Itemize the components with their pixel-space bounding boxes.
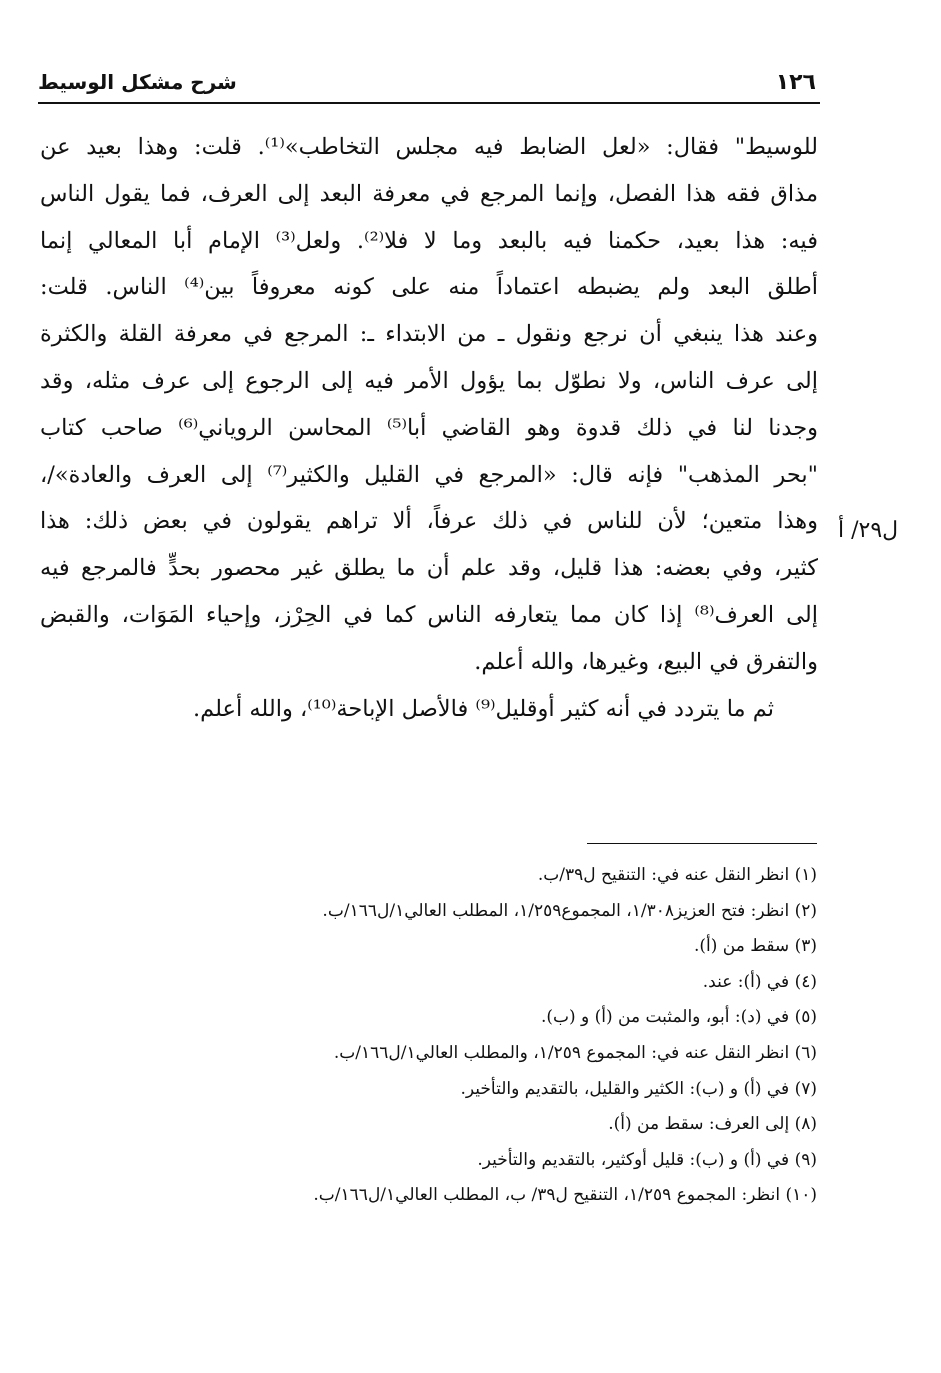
running-header	[38, 62, 820, 104]
text-line: فيه: هذا بعيد، حكمنا فيه بالبعد وما لا فلا⁽²⁾. ولعل⁽³⁾ الإمام أبا المعالي إنما	[40, 227, 818, 254]
text-line: "بحر المذهب" فإنه قال: «المرجع في القليل والكثير⁽⁷⁾ إلى العرف والعادة»/،	[40, 461, 818, 488]
footnote: (١٠) انظر: المجموع ١/٢٥٩، التنقيح ل٣٩/ ب، المطلب العالي١/ل١٦٦/ب.	[313, 1185, 817, 1206]
text-line: والتفرق في البيع، وغيرها، والله أعلم.	[474, 648, 818, 675]
footnote: (٣) سقط من (أ).	[693, 936, 817, 957]
text-line: أطلق البعد ولم يضبطه اعتماداً منه على كونه معروفاً بين⁽⁴⁾ الناس. قلت:	[40, 274, 818, 301]
book-title: شرح مشكل الوسيط	[38, 70, 237, 94]
text-line: وهذا متعين؛ لأن للناس في ذلك عرفاً، ألا تراهم يقولون في بعض ذلك: هذا	[40, 508, 818, 535]
main-text	[40, 124, 818, 732]
text-line: وجدنا لنا في ذلك قدوة وهو القاضي أبا⁽⁵⁾ المحاسن الروياني⁽⁶⁾ صاحب كتاب	[40, 414, 818, 441]
text-line: إلى عرف الناس، ولا نطوّل بما يؤول الأمر فيه إلى الرجوع إلى عرف مثله، وقد	[40, 367, 818, 394]
footnote: (١) انظر النقل عنه في: التنقيح ل٣٩/ب.	[537, 865, 817, 885]
manuscript-folio-reference: ل٢٩/ أ	[838, 518, 899, 543]
footnote: (٦) انظر النقل عنه في: المجموع ١/٢٥٩، والمطلب العالي١/ل١٦٦/ب.	[333, 1042, 817, 1063]
footnote: (٩) في (أ) و (ب): قليل أوكثير، بالتقديم والتأخير.	[477, 1149, 817, 1170]
footnote: (٧) في (أ) و (ب): الكثير والقليل، بالتقديم والتأخير.	[460, 1078, 817, 1099]
footnote: (٢) انظر: فتح العزيز١/٣٠٨، المجموع١/٢٥٩، المطلب العالي١/ل١٦٦/ب.	[322, 900, 817, 921]
footnote: (٨) إلى العرف: سقط من (أ).	[608, 1114, 817, 1135]
page-number: ١٢٦	[775, 70, 816, 95]
text-line: وعند هذا ينبغي أن نرجع ونقول ـ من الابتداء ـ: المرجع في معرفة القلة والكثرة	[40, 321, 818, 348]
footnotes	[117, 858, 817, 1214]
footnote: (٥) في (د): أبو، والمثبت من (أ) و (ب).	[540, 1007, 817, 1028]
footnote: (٤) في (أ): عند.	[702, 971, 817, 992]
text-line: للوسيط" فقال: «لعل الضابط فيه مجلس التخاطب»⁽¹⁾. قلت: وهذا بعيد عن	[40, 134, 818, 160]
text-line: إلى العرف⁽⁸⁾ إذا كان مما يتعارفه الناس كما في الحِرْز، وإحياء المَوَات، والقبض	[40, 601, 818, 628]
text-line: كثير، وفي بعضه: هذا قليل، وقد علم أن ما يطلق غير محصور بحدٍّ فالمرجع فيه	[40, 555, 818, 582]
text-line: ثم ما يتردد في أنه كثير أوقليل⁽⁹⁾ فالأصل الإباحة⁽¹⁰⁾، والله أعلم.	[192, 695, 774, 722]
text-line: مذاق فقه هذا الفصل، وإنما المرجع في معرفة البعد إلى العرف، فما يقول الناس	[40, 180, 818, 207]
footnote-separator	[587, 843, 817, 844]
